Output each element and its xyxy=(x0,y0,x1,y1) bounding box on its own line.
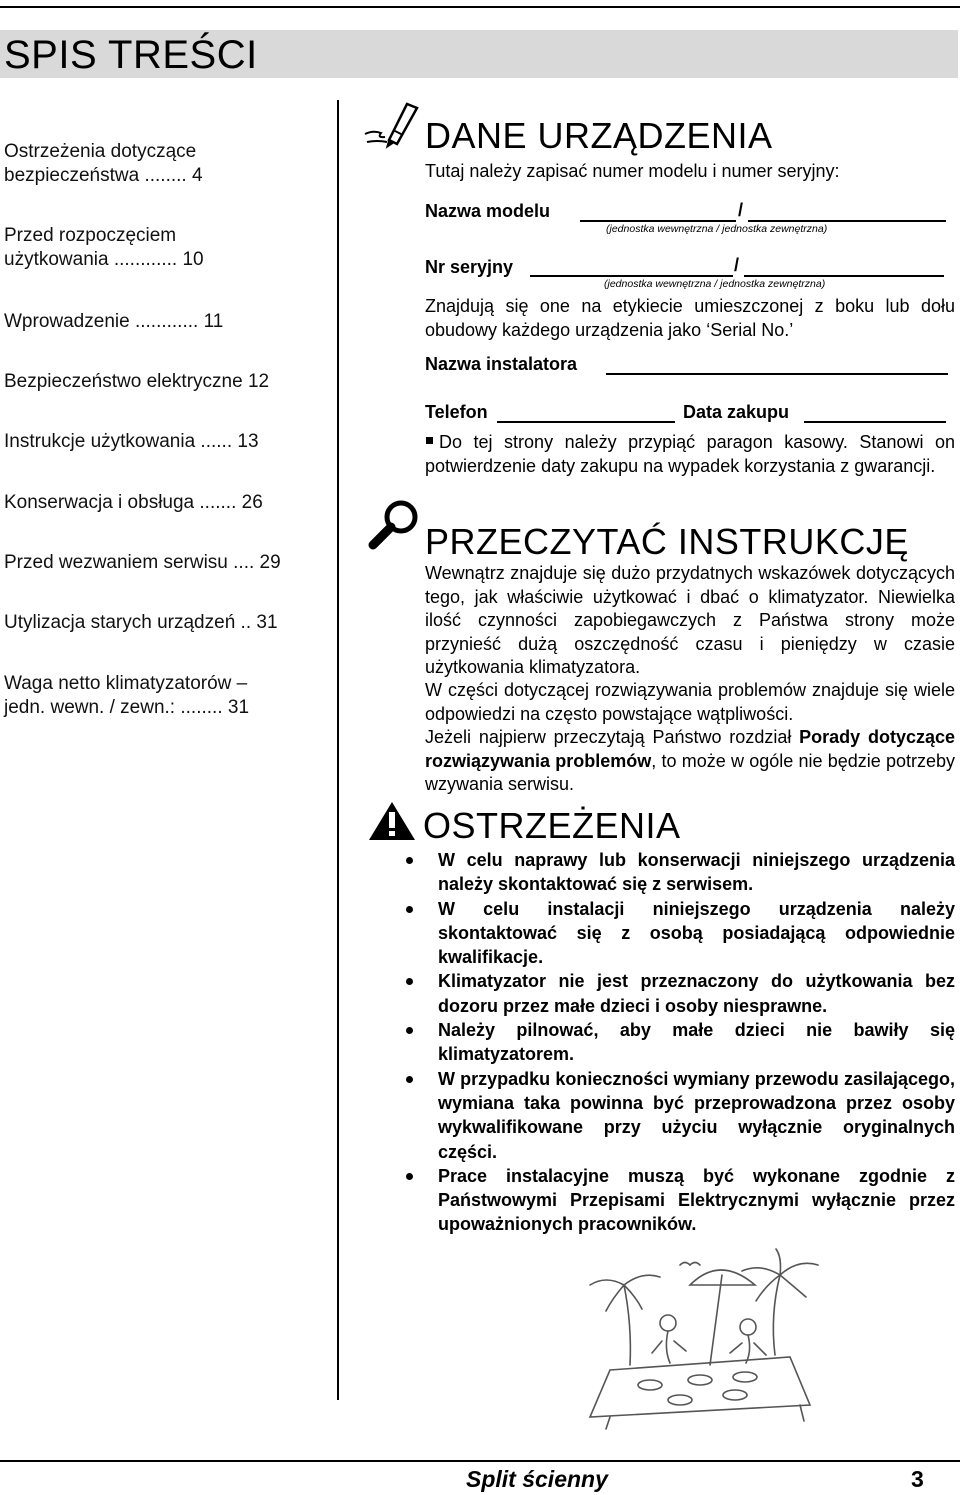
page-title: SPIS TREŚCI xyxy=(4,33,258,77)
magnifier-icon xyxy=(365,497,423,560)
warning-triangle-icon xyxy=(367,800,417,847)
toc-item[interactable] xyxy=(4,430,259,454)
phone-field[interactable] xyxy=(497,421,675,423)
model-indoor-field[interactable] xyxy=(580,220,736,222)
serial-unit-note: (jednostka wewnętrzna / jednostka zewnętrzna) xyxy=(604,278,826,290)
warning-item xyxy=(403,969,955,1018)
warning-item xyxy=(403,1164,955,1237)
warning-item xyxy=(403,897,955,970)
toc-item-label: Przed rozpoczęciem xyxy=(4,225,177,246)
read-manual-text: , to może w ogóle nie będzie potrzeby wzywania serwisu. xyxy=(425,750,956,794)
toc-item-label: Wprowadzenie ............ 11 xyxy=(4,311,224,332)
warning-text: Klimatyzator nie jest przeznaczony do użytkowania bez dozoru przez małe dzieci i osoby niesprawne. xyxy=(438,971,955,1016)
read-manual-heading: PRZECZYTAĆ INSTRUKCJĘ xyxy=(425,521,909,562)
model-slash: / xyxy=(738,200,744,220)
warning-text: Należy pilnować, aby małe dzieci nie bawiły się klimatyzatorem. xyxy=(438,1020,955,1065)
toc-item[interactable] xyxy=(4,140,203,188)
toc-item-label: Przed wezwaniem serwisu .... 29 xyxy=(4,552,281,573)
toc-item[interactable] xyxy=(4,224,204,272)
model-label: Nazwa modelu xyxy=(425,201,551,221)
serial-label: Nr seryjny xyxy=(425,257,514,277)
page-number: 3 xyxy=(911,1466,924,1492)
toc-item[interactable] xyxy=(4,611,278,635)
toc-item-label: jedn. wewn. / zewn.: ........ 31 xyxy=(4,697,250,718)
warning-text: W przypadku konieczności wymiany przewodu zasilającego, wymiana taka powinna być przeprowadzona przez osoby wykwalifikowane przy użyciu wyłącznie oryginalnych części. xyxy=(438,1068,955,1162)
serial-indoor-field[interactable] xyxy=(530,275,733,277)
warning-text: Prace instalacyjne muszą być wykonane zgodnie z Państwowymi Przepisami Elektrycznymi wyłącznie przez upoważnionych pracowników. xyxy=(438,1165,955,1235)
footer-rule xyxy=(0,1460,960,1462)
column-divider xyxy=(337,100,339,1400)
bullet-icon xyxy=(406,857,413,864)
read-manual-paragraph: W części dotyczącej rozwiązywania problemów znajduje się wiele odpowiedzi na często powstające wątpliwości. xyxy=(425,680,955,724)
warnings-heading: OSTRZEŻENIA xyxy=(423,805,681,846)
toc-item[interactable] xyxy=(4,672,249,720)
toc-item-label: Ostrzeżenia dotyczące xyxy=(4,141,197,162)
toc-item-label: Utylizacja starych urządzeń .. 31 xyxy=(4,612,278,633)
model-unit-note: (jednostka wewnętrzna / jednostka zewnętrzna) xyxy=(606,223,828,235)
toc-item[interactable] xyxy=(4,370,269,394)
toc-item-label: Waga netto klimatyzatorów – xyxy=(4,673,248,694)
installer-label: Nazwa instalatora xyxy=(425,354,578,374)
pen-writing-icon xyxy=(363,100,423,155)
toc-item[interactable] xyxy=(4,551,281,575)
label-location-note: Znajdują się one na etykiecie umieszczonej z boku lub dołu obudowy każdego urządzenia jako ‘Serial No.’ xyxy=(425,296,955,340)
toc-item[interactable] xyxy=(4,310,223,334)
title-bar xyxy=(0,30,958,78)
receipt-note: Do tej strony należy przypiąć paragon kasowy. Stanowi on potwierdzenie daty zakupu na wypadek korzystania z gwarancji. xyxy=(425,432,955,476)
toc-item-label: Instrukcje użytkowania ...... 13 xyxy=(4,431,259,452)
bullet-icon xyxy=(406,978,413,985)
top-rule xyxy=(0,6,960,8)
serial-slash: / xyxy=(734,255,740,275)
serial-outdoor-field[interactable] xyxy=(744,275,944,277)
read-manual-text: Jeżeli najpierw przeczytają Państwo rozdział xyxy=(425,727,800,747)
beach-scene-illustration xyxy=(570,1245,830,1435)
read-manual-paragraph xyxy=(425,726,955,797)
warnings-list xyxy=(403,848,955,1237)
warning-item xyxy=(403,1067,955,1164)
toc-item-label: bezpieczeństwa ........ 4 xyxy=(4,165,203,186)
warning-text: W celu naprawy lub konserwacji niniejszego urządzenia należy skontaktować się z serwisem. xyxy=(438,850,955,895)
purchase-date-field[interactable] xyxy=(804,421,946,423)
bullet-icon xyxy=(406,1027,413,1034)
toc-item-label: użytkowania ............ 10 xyxy=(4,249,204,270)
model-outdoor-field[interactable] xyxy=(748,220,946,222)
read-manual-paragraph: Wewnątrz znajduje się dużo przydatnych wskazówek dotyczących tego, jak właściwie użytkować i dbać o klimatyzator. Niewielka ilość czynności zapobiegawczych z Państwa strony może przynieść dużą oszczędność czasu i pieniędzy w czasie użytkowania klimatyzatora. xyxy=(425,563,955,677)
device-data-heading: DANE URZĄDZENIA xyxy=(425,115,773,156)
toc-item[interactable] xyxy=(4,491,263,515)
toc-item-label: Bezpieczeństwo elektryczne 12 xyxy=(4,371,270,392)
troubleshooting-reference: Porady dotyczące rozwiązywania problemów xyxy=(425,727,955,771)
toc-item-label: Konserwacja i obsługa ....... 26 xyxy=(4,492,263,513)
warning-item xyxy=(403,1018,955,1067)
purchase-date-label: Data zakupu xyxy=(683,402,790,422)
device-data-intro: Tutaj należy zapisać numer modelu i numer seryjny: xyxy=(425,161,840,181)
warning-text: W celu instalacji niniejszego urządzenia należy skontaktować się z osobą posiadającą odpowiednie kwalifikacje. xyxy=(438,898,955,968)
bullet-icon xyxy=(406,906,413,913)
phone-label: Telefon xyxy=(425,402,488,422)
footer-title: Split ścienny xyxy=(466,1466,608,1492)
bullet-icon xyxy=(406,1076,413,1083)
warning-item xyxy=(403,848,955,897)
bullet-icon xyxy=(406,1173,413,1180)
installer-field[interactable] xyxy=(606,373,948,375)
